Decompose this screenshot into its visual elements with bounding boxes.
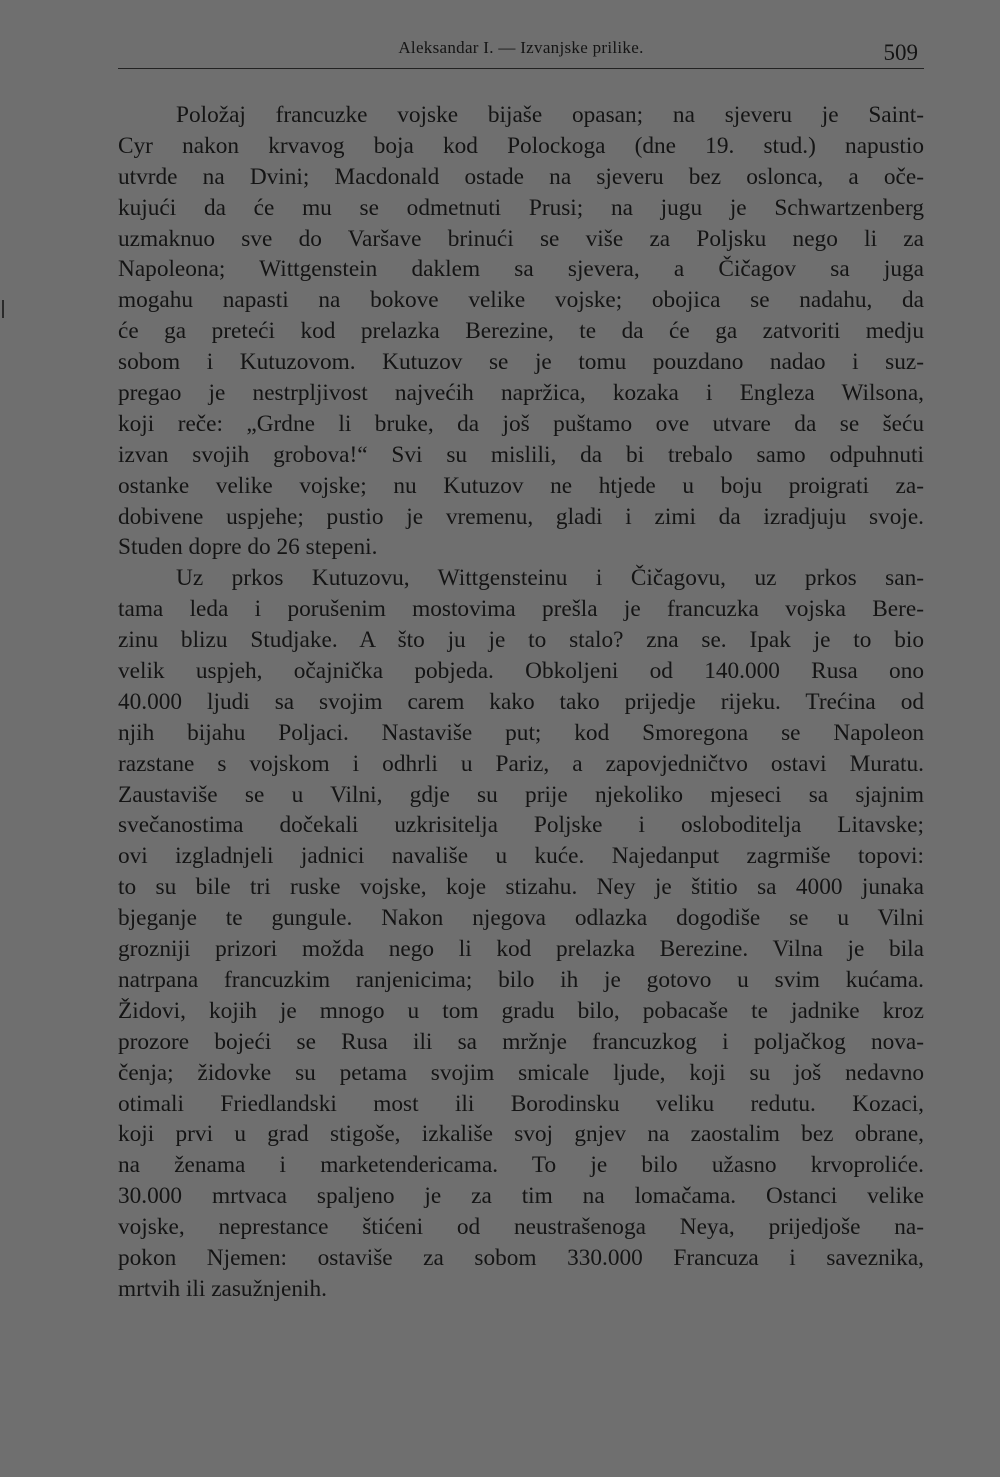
text-line: svečanostima dočekali uzkrisitelja Poljske i osloboditelja Litavske; xyxy=(118,812,924,839)
text-line: na ženama i marketendericama. To je bilo užasno krvoproliće. xyxy=(118,1152,924,1179)
text-line: Cyr nakon krvavog boja kod Polockoga (dne 19. stud.) napustio xyxy=(118,132,924,159)
text-line: 30.000 mrtvaca spaljeno je za tim na lomačama. Ostanci velike xyxy=(118,1183,924,1210)
page-header xyxy=(118,34,924,74)
text-line: sobom i Kutuzovom. Kutuzov se je tomu pouzdano nadao i suz- xyxy=(118,349,924,376)
text-line: pregao je nestrpljivost najvećih napržica, kozaka i Engleza Wilsona, xyxy=(118,380,924,407)
text-line: izvan svojih grobova!“ Svi su mislili, da bi trebalo samo odpuhnuti xyxy=(118,441,924,468)
text-line: Židovi, kojih je mnogo u tom gradu bilo, pobacaše te jadnike kroz xyxy=(118,997,924,1024)
text-line: čenja; židovke su petama svojim smicale ljude, koji su još nedavno xyxy=(118,1059,924,1086)
running-title: Aleksandar I. — Izvanjske prilike. xyxy=(398,38,644,57)
text-line: mrtvih ili zasužnjenih. xyxy=(118,1275,327,1302)
text-line: velik uspjeh, očajnička pobjeda. Obkoljeni od 140.000 Rusa ono xyxy=(118,658,924,685)
text-line: grozniji prizori možda nego li kod prelazka Berezine. Vilna je bila xyxy=(118,936,924,963)
text-line: koji reče: „Grdne li bruke, da još puštamo ove utvare da se šeću xyxy=(118,410,924,437)
text-line: ostanke velike vojske; nu Kutuzov ne htjede u boju proigrati za- xyxy=(118,472,924,499)
text-line: vojske, neprestance štićeni od neustrašenoga Neya, prijedjoše na- xyxy=(118,1214,924,1241)
text-line: ovi izgladnjeli jadnici navališe u kuće. Najedanput zagrmiše topovi: xyxy=(118,843,924,870)
text-line: utvrde na Dvini; Macdonald ostade na sjeveru bez oslonca, a oče- xyxy=(118,163,924,190)
text-line: uzmaknuo sve do Varšave brinući se više za Poljsku nego li za xyxy=(118,225,924,252)
text-line: zinu blizu Studjake. A što ju je to stalo? zna se. Ipak je to bio xyxy=(118,627,924,654)
text-line: to su bile tri ruske vojske, koje stizahu. Ney je štitio sa 4000 junaka xyxy=(118,874,924,901)
text-line: koji prvi u grad stigoše, izkališe svoj gnjev na zaostalim bez obrane, xyxy=(118,1121,924,1148)
text-line: će ga preteći kod prelazka Berezine, te da će ga zatvoriti medju xyxy=(118,318,924,345)
text-line: 40.000 ljudi sa svojim carem kako tako prijedje rijeku. Trećina od xyxy=(118,688,924,715)
text-line: Studen dopre do 26 stepeni. xyxy=(118,534,378,561)
page-number: 509 xyxy=(883,40,918,65)
text-line: bjeganje te gungule. Nakon njegova odlazka dogodiše se u Vilni xyxy=(118,905,924,932)
body-text xyxy=(118,100,924,1305)
text-line: mogahu napasti na bokove velike vojske; obojica se nadahu, da xyxy=(118,287,924,314)
text-line: natrpana francuzkim ranjenicima; bilo ih je gotovo u svim kućama. xyxy=(118,966,924,993)
text-line: prozore bojeći se Rusa ili sa mržnje francuzkog i poljačkog nova- xyxy=(118,1028,924,1055)
text-line: kujući da će mu se odmetnuti Prusi; na jugu je Schwartzenberg xyxy=(118,194,924,221)
header-rule xyxy=(118,68,924,69)
text-line: pokon Njemen: ostaviše za sobom 330.000 Francuza i saveznika, xyxy=(118,1244,924,1271)
text-line: Napoleona; Wittgenstein daklem sa sjevera, a Čičagov sa juga xyxy=(118,256,924,283)
text-line: tama leda i porušenim mostovima prešla je francuzka vojska Bere- xyxy=(118,596,924,623)
scan-margin-mark xyxy=(2,300,4,318)
text-line: razstane s vojskom i odhrli u Pariz, a zapovjedničtvo ostavi Muratu. xyxy=(118,750,924,777)
text-line: njih bijahu Poljaci. Nastaviše put; kod Smoregona se Napoleon xyxy=(118,719,924,746)
text-line: Položaj francuzke vojske bijaše opasan; na sjeveru je Saint- xyxy=(176,102,924,128)
text-line: dobivene uspjehe; pustio je vremenu, gladi i zimi da izradjuju svoje. xyxy=(118,503,924,530)
text-line: Uz prkos Kutuzovu, Wittgensteinu i Čičagovu, uz prkos san- xyxy=(176,565,924,592)
text-line: Zaustaviše se u Vilni, gdje su prije njekoliko mjeseci sa sjajnim xyxy=(118,781,924,808)
text-line: otimali Friedlandski most ili Borodinsku veliku redutu. Kozaci, xyxy=(118,1090,924,1117)
